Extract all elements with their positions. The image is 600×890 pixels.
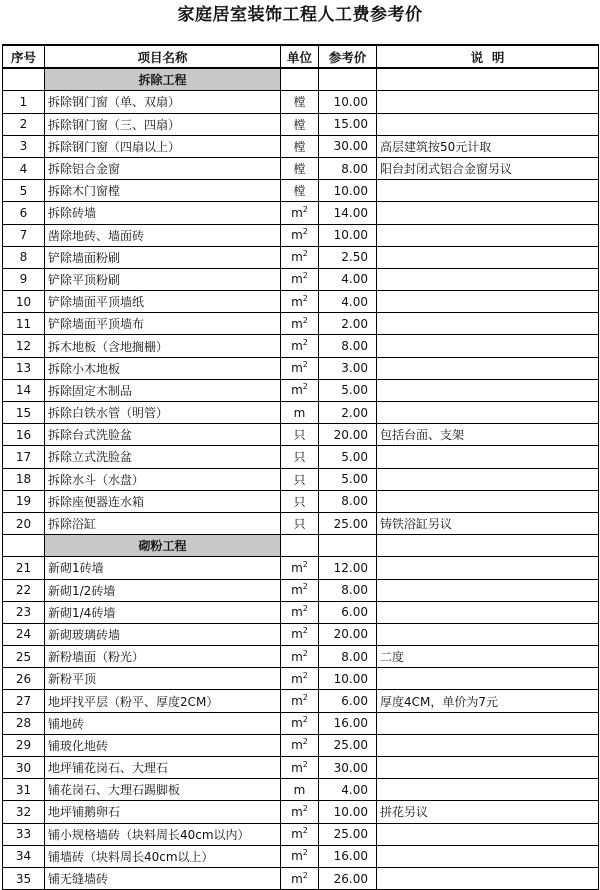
row-note: 铸铁浴缸另议 (377, 512, 599, 534)
table-row (3, 668, 599, 690)
row-price: 4.00 (319, 779, 377, 801)
row-number: 31 (3, 779, 45, 801)
row-note (377, 379, 599, 401)
row-unit: $m^2$ (281, 712, 319, 734)
row-note: 拼花另议 (377, 801, 599, 823)
row-unit: $m^2$ (281, 734, 319, 756)
row-number: 16 (3, 424, 45, 446)
row-price: 15.00 (319, 113, 377, 135)
row-price: 12.00 (319, 557, 377, 579)
row-note (377, 823, 599, 845)
row-number: 2 (3, 113, 45, 135)
row-note (377, 202, 599, 224)
row-price: 20.00 (319, 623, 377, 645)
row-unit: 樘 (281, 180, 319, 202)
row-note (377, 779, 599, 801)
row-number: 30 (3, 757, 45, 779)
row-price: 25.00 (319, 512, 377, 534)
row-number: 14 (3, 379, 45, 401)
table-row (3, 379, 599, 401)
table-row (3, 357, 599, 379)
row-unit: 只 (281, 468, 319, 490)
row-number: 17 (3, 446, 45, 468)
table-row (3, 690, 599, 712)
row-item-name: 地坪铺花岗石、大理石 (45, 757, 281, 779)
row-unit: $m^2$ (281, 379, 319, 401)
table-row (3, 579, 599, 601)
row-number: 7 (3, 224, 45, 246)
row-number: 13 (3, 357, 45, 379)
row-number: 9 (3, 268, 45, 290)
price-table (2, 44, 599, 890)
row-item-name: 拆除白铁水管（明管） (45, 402, 281, 424)
row-price: 14.00 (319, 202, 377, 224)
section-price-empty (319, 68, 377, 91)
row-number: 34 (3, 845, 45, 867)
row-item-name: 地坪找平层（粉平、厚度2CM） (45, 690, 281, 712)
row-unit: $m^2$ (281, 335, 319, 357)
row-item-name: 新砌1/2砖墙 (45, 579, 281, 601)
row-number: 29 (3, 734, 45, 756)
row-price: 10.00 (319, 180, 377, 202)
row-item-name: 拆除浴缸 (45, 512, 281, 534)
table-row (3, 202, 599, 224)
header-unit: 单位 (281, 45, 319, 68)
row-item-name: 铺花岗石、大理石踢脚板 (45, 779, 281, 801)
row-unit: 樘 (281, 113, 319, 135)
row-price: 3.00 (319, 357, 377, 379)
row-item-name: 新砌1/4砖墙 (45, 601, 281, 623)
row-note: 包括台面、支架 (377, 424, 599, 446)
table-row (3, 424, 599, 446)
row-number: 22 (3, 579, 45, 601)
row-item-name: 铺玻化地砖 (45, 734, 281, 756)
row-number: 21 (3, 557, 45, 579)
row-note (377, 490, 599, 512)
row-note (377, 845, 599, 867)
row-note (377, 712, 599, 734)
row-note (377, 579, 599, 601)
table-row (3, 557, 599, 579)
row-note (377, 291, 599, 313)
row-number: 8 (3, 246, 45, 268)
table-row (3, 601, 599, 623)
row-item-name: 铲除墙面平顶墙纸 (45, 291, 281, 313)
row-item-name: 铲除墙面平顶墙布 (45, 313, 281, 335)
row-price: 8.00 (319, 157, 377, 179)
row-note (377, 268, 599, 290)
row-note (377, 246, 599, 268)
row-note (377, 601, 599, 623)
section-unit-empty (281, 68, 319, 91)
row-price: 25.00 (319, 734, 377, 756)
row-note: 二度 (377, 646, 599, 668)
row-item-name: 铺墙砖（块料周长40cm以上） (45, 845, 281, 867)
row-unit: $m^2$ (281, 202, 319, 224)
row-unit: 只 (281, 446, 319, 468)
row-item-name: 拆除座便器连水箱 (45, 490, 281, 512)
row-note (377, 734, 599, 756)
table-row (3, 490, 599, 512)
row-number: 11 (3, 313, 45, 335)
page-title: 家庭居室装饰工程人工费参考价 (177, 5, 423, 25)
table-row (3, 313, 599, 335)
section-no-empty (3, 535, 45, 557)
row-unit: $m^2$ (281, 690, 319, 712)
row-number: 15 (3, 402, 45, 424)
row-unit: 樘 (281, 157, 319, 179)
header-price: 参考价 (319, 45, 377, 68)
table-row (3, 180, 599, 202)
row-price: 10.00 (319, 668, 377, 690)
row-unit: $m^2$ (281, 557, 319, 579)
row-item-name: 拆除立式洗脸盆 (45, 446, 281, 468)
row-item-name: 新粉墙面（粉光） (45, 646, 281, 668)
row-number: 25 (3, 646, 45, 668)
row-number: 32 (3, 801, 45, 823)
table-row (3, 845, 599, 867)
table-row (3, 757, 599, 779)
row-unit: m (281, 779, 319, 801)
row-price: 5.00 (319, 446, 377, 468)
row-item-name: 拆木地板（含地搁栅） (45, 335, 281, 357)
row-note (377, 446, 599, 468)
row-unit: $m^2$ (281, 357, 319, 379)
table-row (3, 468, 599, 490)
row-price: 16.00 (319, 712, 377, 734)
row-price: 2.00 (319, 402, 377, 424)
row-price: 4.00 (319, 291, 377, 313)
row-price: 26.00 (319, 867, 377, 889)
row-unit: $m^2$ (281, 579, 319, 601)
row-note (377, 224, 599, 246)
row-item-name: 拆除钢门窗（三、四扇） (45, 113, 281, 135)
row-item-name: 拆除小木地板 (45, 357, 281, 379)
row-price: 10.00 (319, 801, 377, 823)
row-number: 6 (3, 202, 45, 224)
row-unit: 樘 (281, 91, 319, 113)
row-unit: m (281, 402, 319, 424)
row-note (377, 357, 599, 379)
row-price: 6.00 (319, 690, 377, 712)
row-item-name: 拆除钢门窗（单、双扇） (45, 91, 281, 113)
section-unit-empty (281, 535, 319, 557)
table-row (3, 446, 599, 468)
row-number: 24 (3, 623, 45, 645)
row-unit: $m^2$ (281, 845, 319, 867)
table-row (3, 268, 599, 290)
table-row (3, 335, 599, 357)
table-row (3, 157, 599, 179)
row-price: 6.00 (319, 601, 377, 623)
section-row (3, 535, 599, 557)
row-note (377, 113, 599, 135)
row-item-name: 新粉平顶 (45, 668, 281, 690)
row-unit: $m^2$ (281, 757, 319, 779)
row-note (377, 91, 599, 113)
row-note: 阳台封闭式铝合金窗另议 (377, 157, 599, 179)
row-price: 10.00 (319, 91, 377, 113)
row-note (377, 623, 599, 645)
section-label: 砌粉工程 (45, 535, 281, 557)
row-item-name: 铺小规格墙砖（块料周长40cm以内） (45, 823, 281, 845)
row-unit: 只 (281, 512, 319, 534)
section-label: 拆除工程 (45, 68, 281, 91)
row-item-name: 拆除钢门窗（四扇以上） (45, 135, 281, 157)
row-number: 1 (3, 91, 45, 113)
row-unit: $m^2$ (281, 291, 319, 313)
row-number: 33 (3, 823, 45, 845)
row-item-name: 拆除铝合金窗 (45, 157, 281, 179)
row-price: 5.00 (319, 468, 377, 490)
row-unit: $m^2$ (281, 867, 319, 889)
row-price: 4.00 (319, 268, 377, 290)
row-price: 8.00 (319, 335, 377, 357)
row-unit: $m^2$ (281, 668, 319, 690)
row-item-name: 拆除水斗（水盘） (45, 468, 281, 490)
row-number: 4 (3, 157, 45, 179)
table-row (3, 113, 599, 135)
row-unit: 只 (281, 424, 319, 446)
row-number: 20 (3, 512, 45, 534)
header-row (3, 45, 599, 68)
row-item-name: 新砌1砖墙 (45, 557, 281, 579)
row-number: 28 (3, 712, 45, 734)
section-note-empty (377, 68, 599, 91)
row-price: 8.00 (319, 646, 377, 668)
row-unit: $m^2$ (281, 246, 319, 268)
table-row (3, 823, 599, 845)
table-row (3, 291, 599, 313)
row-item-name: 铺无缝墙砖 (45, 867, 281, 889)
section-row (3, 68, 599, 91)
row-number: 19 (3, 490, 45, 512)
row-note: 厚度4CM，单价为7元 (377, 690, 599, 712)
row-note (377, 757, 599, 779)
row-item-name: 拆除台式洗脸盆 (45, 424, 281, 446)
row-note (377, 313, 599, 335)
table-row (3, 734, 599, 756)
row-price: 10.00 (319, 224, 377, 246)
row-number: 12 (3, 335, 45, 357)
table-row (3, 801, 599, 823)
row-item-name: 地坪铺鹅卵石 (45, 801, 281, 823)
row-price: 16.00 (319, 845, 377, 867)
row-price: 2.00 (319, 313, 377, 335)
row-item-name: 铲除墙面粉刷 (45, 246, 281, 268)
table-row (3, 867, 599, 889)
table-row (3, 646, 599, 668)
row-item-name: 铺地砖 (45, 712, 281, 734)
row-item-name: 新砌玻璃砖墙 (45, 623, 281, 645)
section-price-empty (319, 535, 377, 557)
row-note (377, 668, 599, 690)
table-row (3, 512, 599, 534)
header-note: 说 明 (377, 45, 599, 68)
section-no-empty (3, 68, 45, 91)
row-note (377, 557, 599, 579)
row-number: 3 (3, 135, 45, 157)
row-item-name: 铲除平顶粉刷 (45, 268, 281, 290)
row-price: 30.00 (319, 757, 377, 779)
row-note: 高层建筑按50元计取 (377, 135, 599, 157)
row-unit: $m^2$ (281, 823, 319, 845)
row-unit: $m^2$ (281, 601, 319, 623)
header-no: 序号 (3, 45, 45, 68)
row-item-name: 拆除木门窗樘 (45, 180, 281, 202)
table-row (3, 712, 599, 734)
row-price: 2.50 (319, 246, 377, 268)
row-unit: $m^2$ (281, 313, 319, 335)
row-unit: $m^2$ (281, 224, 319, 246)
row-number: 26 (3, 668, 45, 690)
row-unit: $m^2$ (281, 268, 319, 290)
row-note (377, 867, 599, 889)
row-price: 20.00 (319, 424, 377, 446)
row-number: 35 (3, 867, 45, 889)
row-number: 23 (3, 601, 45, 623)
row-unit: $m^2$ (281, 646, 319, 668)
row-note (377, 180, 599, 202)
row-unit: 樘 (281, 135, 319, 157)
row-price: 5.00 (319, 379, 377, 401)
section-note-empty (377, 535, 599, 557)
row-item-name: 凿除地砖、墙面砖 (45, 224, 281, 246)
table-row (3, 91, 599, 113)
row-unit: $m^2$ (281, 623, 319, 645)
row-unit: 只 (281, 490, 319, 512)
row-price: 30.00 (319, 135, 377, 157)
row-number: 10 (3, 291, 45, 313)
table-row (3, 246, 599, 268)
table-row (3, 779, 599, 801)
row-number: 5 (3, 180, 45, 202)
table-row (3, 623, 599, 645)
row-price: 8.00 (319, 579, 377, 601)
table-row (3, 224, 599, 246)
row-number: 27 (3, 690, 45, 712)
row-number: 18 (3, 468, 45, 490)
row-note (377, 468, 599, 490)
row-note (377, 402, 599, 424)
table-row (3, 402, 599, 424)
table-row (3, 135, 599, 157)
row-item-name: 拆除砖墙 (45, 202, 281, 224)
row-note (377, 335, 599, 357)
row-unit: $m^2$ (281, 801, 319, 823)
row-price: 8.00 (319, 490, 377, 512)
table-body (3, 68, 599, 889)
row-price: 25.00 (319, 823, 377, 845)
row-item-name: 拆除固定木制品 (45, 379, 281, 401)
header-name: 项目名称 (45, 45, 281, 68)
